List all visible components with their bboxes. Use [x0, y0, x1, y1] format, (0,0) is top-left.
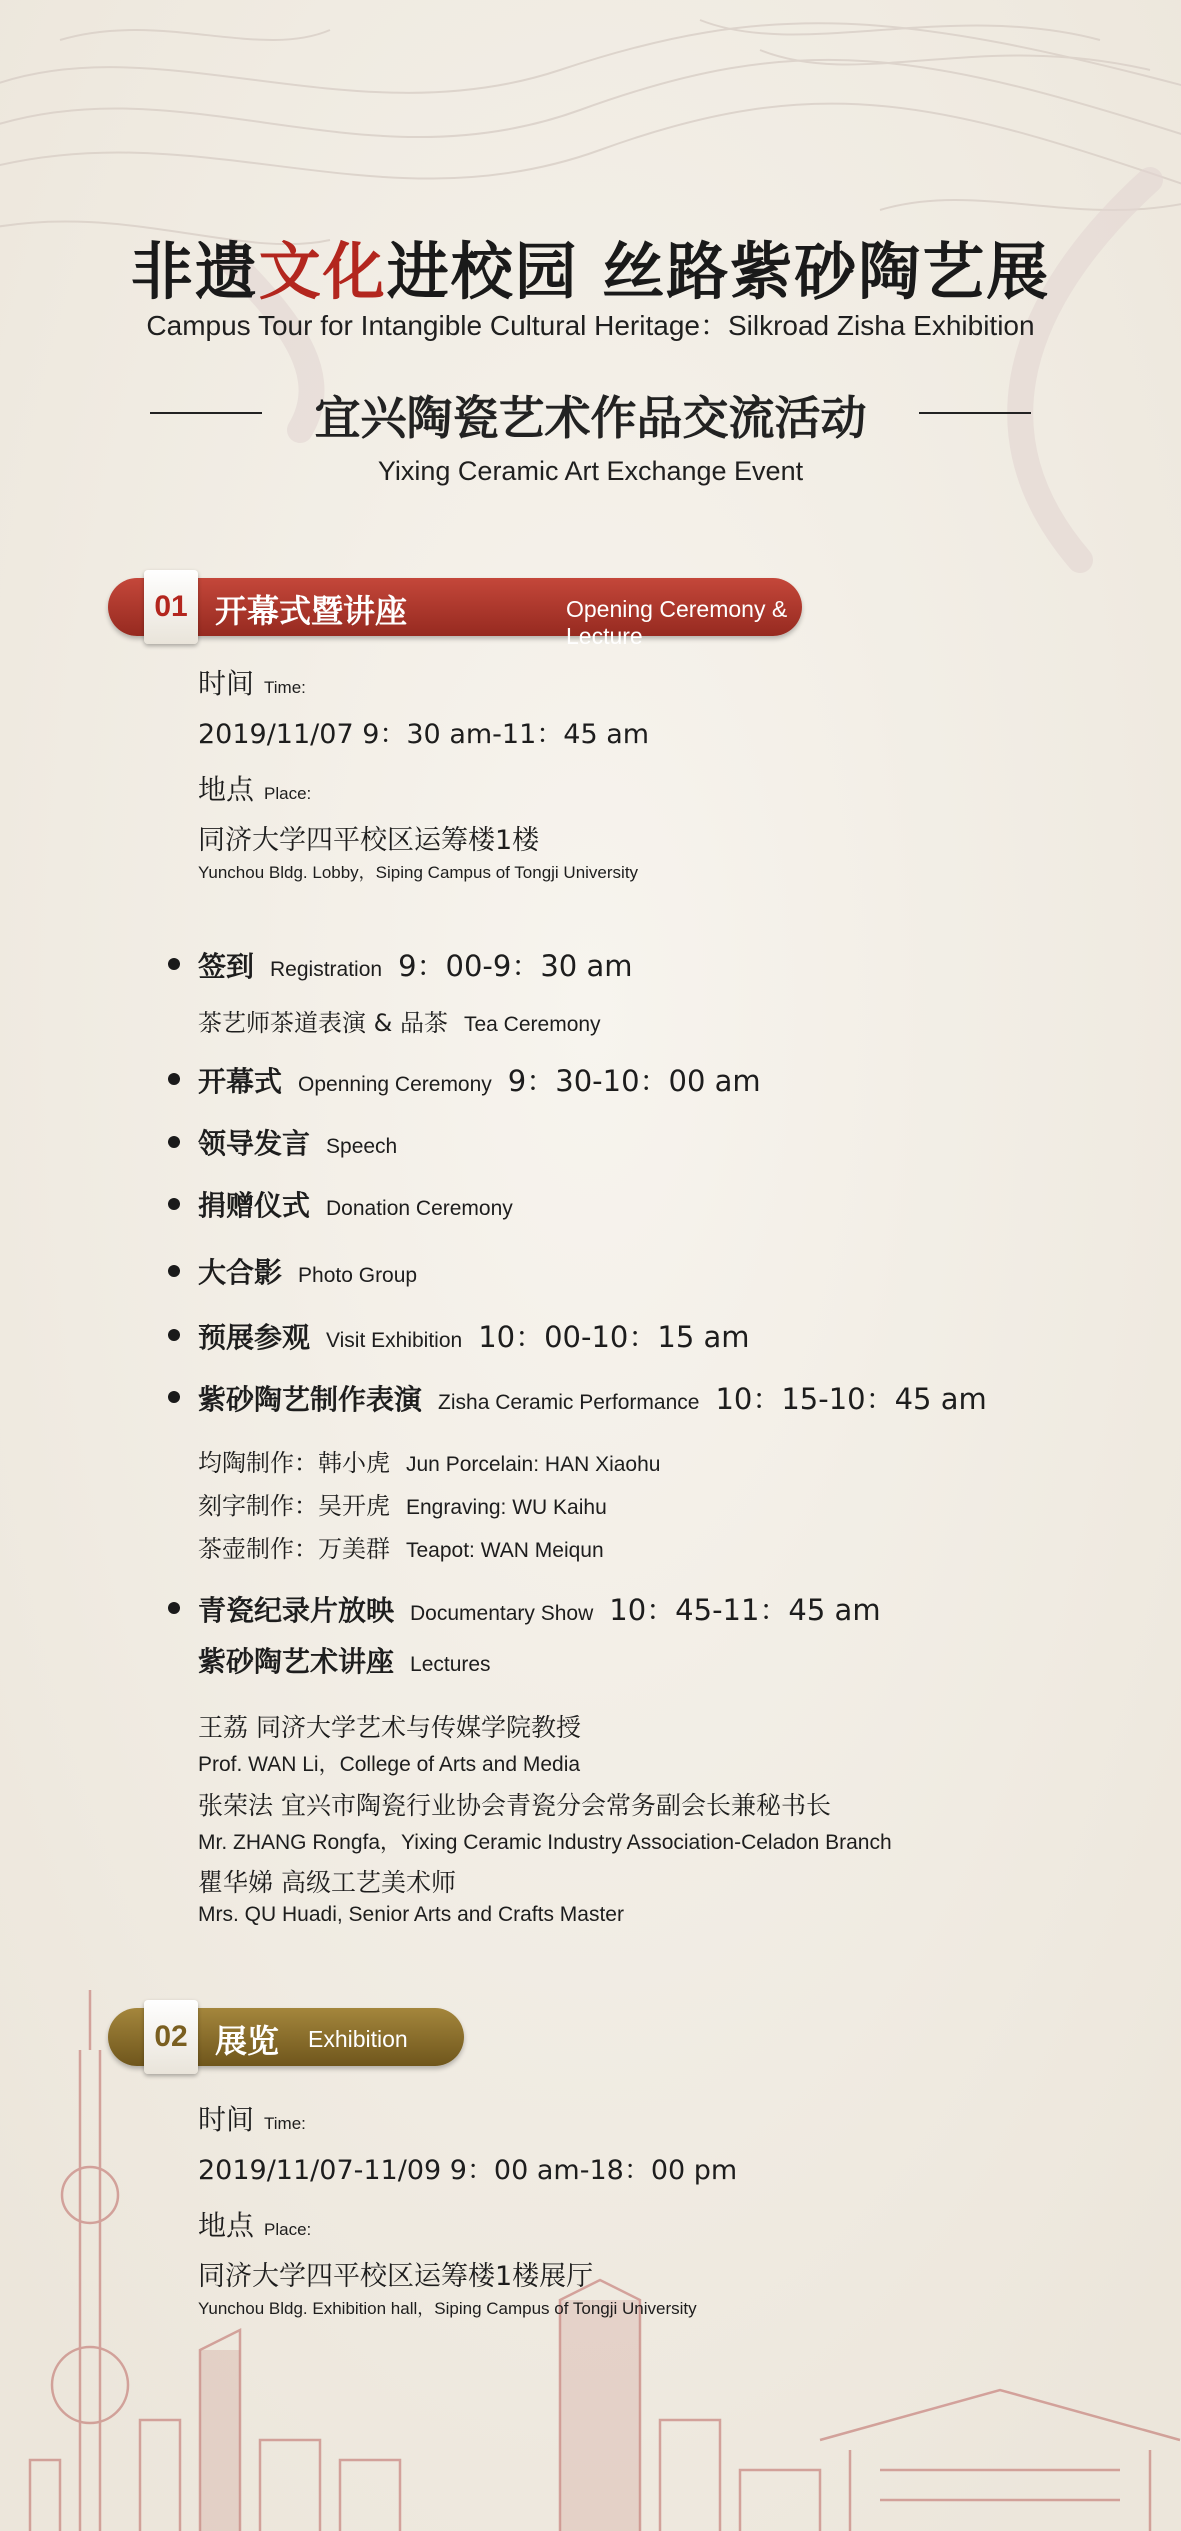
item-chinese: 大合影: [198, 1256, 283, 1289]
performer-row: [198, 1443, 660, 1478]
item-chinese: 开幕式: [198, 1065, 283, 1098]
section-number-badge: 02: [144, 2000, 198, 2074]
bullet-icon: [168, 1329, 180, 1341]
item-english: Donation Ceremony: [326, 1197, 513, 1220]
performer-row: [198, 1529, 604, 1564]
time-label-chinese: 时间: [198, 667, 255, 700]
page-title-english: Campus Tour for Intangible Cultural Heritage：Silkroad Zisha Exhibition: [146, 310, 1035, 341]
section-banner-exhibition: [108, 2008, 464, 2066]
lectures-chinese: 紫砂陶艺术讲座: [198, 1645, 395, 1678]
item-english: Registration: [270, 958, 383, 981]
place-label-english: Place:: [264, 2220, 312, 2239]
item-english: Documentary Show: [410, 1602, 594, 1625]
lecturer-english: Mrs. QU Huadi, Senior Arts and Crafts Master: [198, 1903, 624, 1926]
item-english: Photo Group: [298, 1264, 418, 1287]
tea-ceremony-line: [198, 1003, 601, 1038]
performer-english: Jun Porcelain: HAN Xiaohu: [406, 1453, 661, 1476]
title-highlight: 文化: [258, 235, 387, 308]
performer-chinese: 刻字制作：吴开虎: [198, 1492, 390, 1520]
schedule-item-opening: [198, 1059, 761, 1100]
time-value: 2019/11/07-11/09 9：00 am-18：00 pm: [198, 2155, 738, 2186]
lecturer-english: Mr. ZHANG Rongfa，Yixing Ceramic Industry Association-Celadon Branch: [198, 1831, 892, 1854]
section-number-badge: 01: [144, 570, 198, 644]
lectures-heading: [198, 1640, 491, 1680]
item-time: 9：00-9：30 am: [398, 949, 633, 983]
section-title-chinese: 开幕式暨讲座: [215, 592, 408, 630]
performer-english: Engraving: WU Kaihu: [406, 1496, 607, 1519]
performer-row: [198, 1486, 607, 1521]
lecturer-english: Prof. WAN Li，College of Arts and Media: [198, 1753, 581, 1776]
bullet-icon: [168, 1265, 180, 1277]
place-chinese: 同济大学四平校区运筹楼1楼: [198, 825, 540, 856]
place-english: Yunchou Bldg. Exhibition hall，Siping Campus of Tongji University: [198, 2299, 697, 2318]
section-title-english: Exhibition: [308, 2026, 408, 2052]
section-title-english: Opening Ceremony & Lecture: [566, 596, 788, 649]
subtitle-dash-right: [919, 412, 1031, 414]
item-chinese: 青瓷纪录片放映: [198, 1594, 395, 1627]
item-time: 10：15-10：45 am: [715, 1382, 987, 1416]
item-english: Zisha Ceramic Performance: [438, 1391, 700, 1414]
place-label-english: Place:: [264, 784, 312, 803]
place-label-chinese: 地点: [198, 2209, 255, 2242]
item-time: 10：00-10：15 am: [478, 1320, 750, 1354]
bullet-icon: [168, 1136, 180, 1148]
place-label-chinese: 地点: [198, 773, 255, 806]
section-banner-opening: [108, 578, 802, 649]
schedule-item-photo: [198, 1251, 417, 1291]
subtitle-row: [150, 382, 1031, 445]
title-part2: 进校园 丝路紫砂陶艺展: [386, 235, 1051, 308]
lecturer-chinese: 瞿华娣 高级工艺美术师: [198, 1868, 456, 1897]
bullet-icon: [168, 1391, 180, 1403]
tea-chinese: 茶艺师茶道表演 & 品茶: [198, 1009, 448, 1037]
place-english: Yunchou Bldg. Lobby，Siping Campus of Tongji University: [198, 863, 639, 882]
item-chinese: 领导发言: [198, 1127, 311, 1160]
time-label-english: Time:: [264, 678, 306, 697]
performer-chinese: 均陶制作：韩小虎: [198, 1449, 390, 1477]
performer-chinese: 茶壶制作：万美群: [198, 1535, 390, 1563]
schedule-item-donation: [198, 1184, 513, 1224]
item-time: 9：30-10：00 am: [507, 1064, 761, 1098]
bullet-icon: [168, 1198, 180, 1210]
lecturer-chinese: 王荔 同济大学艺术与传媒学院教授: [198, 1713, 581, 1742]
place-label: [198, 768, 311, 808]
performer-english: Teapot: WAN Meiqun: [406, 1539, 604, 1562]
item-english: Openning Ceremony: [298, 1073, 492, 1096]
lectures-english: Lectures: [410, 1653, 491, 1676]
item-chinese: 预展参观: [198, 1321, 311, 1354]
schedule-item-speech: [198, 1122, 397, 1162]
time-label: [198, 662, 306, 702]
time-label-chinese: 时间: [198, 2103, 255, 2136]
bullet-icon: [168, 958, 180, 970]
place-label: [198, 2204, 311, 2244]
item-time: 10：45-11：45 am: [609, 1593, 881, 1627]
subtitle-english: Yixing Ceramic Art Exchange Event: [377, 456, 804, 486]
section-title-chinese: 展览: [215, 2022, 280, 2060]
schedule-item-documentary: [198, 1588, 881, 1629]
item-chinese: 捐赠仪式: [198, 1189, 311, 1222]
time-label: [198, 2098, 306, 2138]
tea-english: Tea Ceremony: [463, 1013, 601, 1036]
subtitle-chinese: 宜兴陶瓷艺术作品交流活动: [314, 391, 867, 445]
item-chinese: 签到: [198, 950, 255, 983]
schedule-item-performance: [198, 1377, 987, 1418]
schedule-item-registration: [198, 944, 633, 985]
time-value: 2019/11/07 9：30 am-11：45 am: [198, 719, 650, 750]
title-part1: 非遗: [130, 235, 259, 308]
schedule-item-visit: [198, 1315, 750, 1356]
page-title: [0, 222, 1181, 311]
item-english: Speech: [326, 1135, 398, 1158]
place-chinese: 同济大学四平校区运筹楼1楼展厅: [198, 2261, 594, 2292]
item-chinese: 紫砂陶艺制作表演: [198, 1383, 423, 1416]
bullet-icon: [168, 1073, 180, 1085]
time-label-english: Time:: [264, 2114, 306, 2133]
bullet-icon: [168, 1602, 180, 1614]
subtitle-dash-left: [150, 412, 262, 414]
lecturer-chinese: 张荣法 宜兴市陶瓷行业协会青瓷分会常务副会长兼秘书长: [198, 1791, 831, 1820]
item-english: Visit Exhibition: [326, 1329, 463, 1352]
